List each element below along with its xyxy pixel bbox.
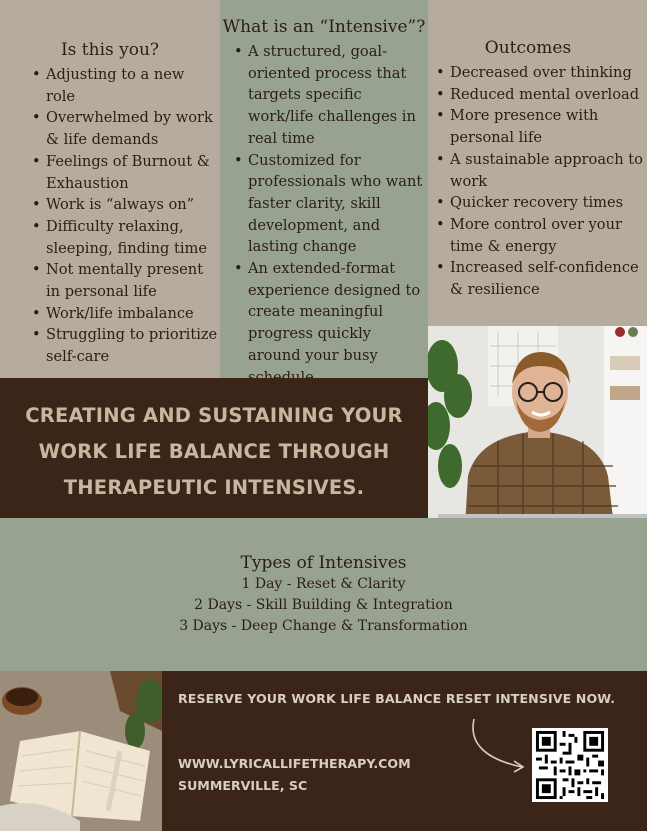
location-text: SUMMERVILLE, SC: [178, 778, 308, 793]
middle-column-list: [232, 41, 428, 388]
curved-arrow-icon: [462, 715, 532, 775]
headline-line-2: WORK LIFE BALANCE THROUGH: [38, 440, 390, 463]
list-item: • Feelings of Burnout & Exhaustion: [30, 151, 218, 194]
list-item: 2 Days - Skill Building & Integration: [194, 597, 453, 613]
right-column: [428, 0, 647, 326]
list-item: • A sustainable approach to work: [434, 149, 646, 192]
list-item: 1 Day - Reset & Clarity: [241, 576, 406, 592]
right-column-title: Outcomes: [484, 38, 572, 58]
list-item: • Difficulty relaxing, sleeping, finding time: [30, 216, 218, 259]
list-item: • Adjusting to a new role: [30, 64, 218, 107]
list-item: • An extended-format experience designed to create meaningful progress quickly around your busy: [232, 258, 428, 388]
headline-line-3: THERAPEUTIC INTENSIVES.: [63, 476, 365, 499]
notebook-coffee-photo: [0, 671, 162, 831]
left-column: [0, 0, 220, 378]
headline-line-1: CREATING AND SUSTAINING YOUR: [25, 404, 403, 427]
contact-info: [178, 753, 411, 797]
left-column-list: [30, 64, 218, 368]
list-item: • Work/life imbalance: [30, 303, 218, 325]
right-column-list: [434, 62, 646, 301]
headline-band: [0, 378, 428, 518]
headline: [0, 398, 428, 506]
list-item: • Work is “always on”: [30, 194, 218, 216]
types-section: [0, 518, 647, 671]
list-item: • Not mentally present in personal life: [30, 259, 218, 302]
qr-code-pattern: [532, 728, 608, 802]
list-item: 3 Days - Deep Change & Transformation: [179, 618, 468, 634]
types-list: [0, 574, 647, 637]
list-item: • Quicker recovery times: [434, 192, 646, 214]
list-item: • Overwhelmed by work & life demands: [30, 107, 218, 150]
types-title: Types of Intensives: [240, 553, 407, 573]
list-item: • More control over your time & energy: [434, 214, 646, 257]
reserve-cta: RESERVE YOUR WORK LIFE BALANCE RESET INTENSIVE NOW.: [178, 691, 616, 706]
footer: [162, 671, 647, 831]
website-link[interactable]: WWW.LYRICALLIFETHERAPY.COM: [178, 756, 411, 771]
list-item: • Struggling to prioritize self-care: [30, 324, 218, 367]
list-item: • Increased self-confidence & resilience: [434, 257, 646, 300]
middle-column: [220, 0, 428, 378]
list-item: • A structured, goal-oriented process that targets specific work/life challenges in real time: [232, 41, 428, 150]
notebook-coffee-illustration: [0, 671, 162, 831]
middle-column-title: What is an “Intensive”?: [222, 17, 426, 37]
list-item: • More presence with personal life: [434, 105, 646, 148]
list-item: • Decreased over thinking: [434, 62, 646, 84]
qr-code[interactable]: [532, 728, 608, 802]
left-column-title: Is this you?: [60, 40, 160, 60]
list-item: • Reduced mental overload: [434, 84, 646, 106]
list-item: • Customized for professionals who want faster clarity, skill development, and lasting change: [232, 150, 428, 259]
